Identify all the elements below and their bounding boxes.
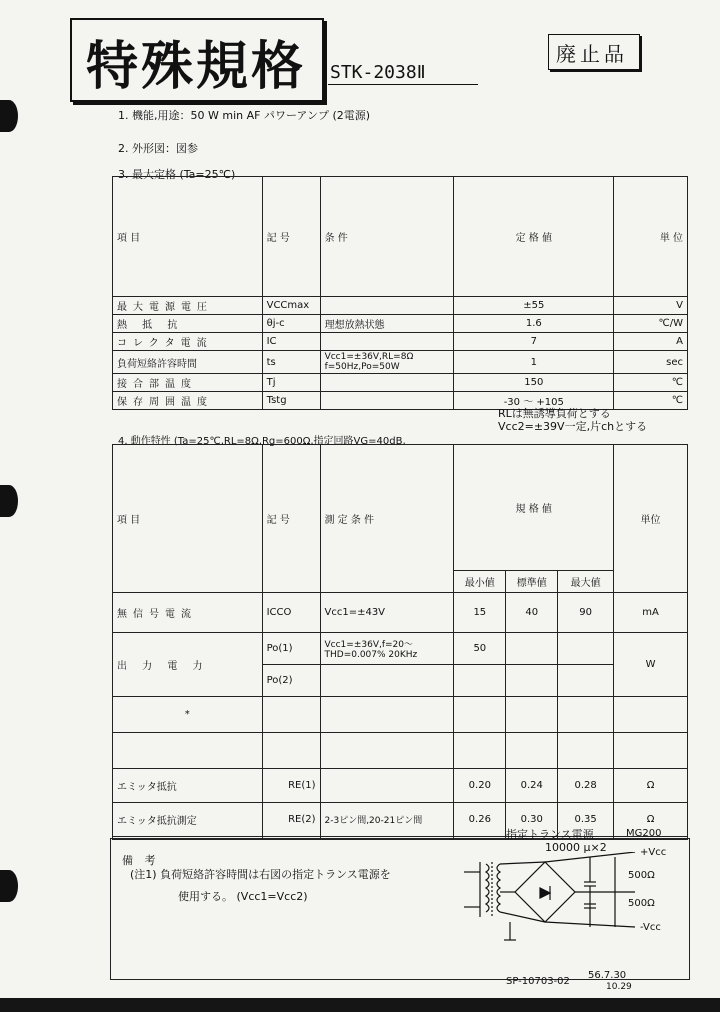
circuit-model: MG200 [626,828,662,839]
header-cell: 単 位 [614,177,688,297]
punch-hole [0,100,18,132]
circuit-plus-vcc: +Vcc [640,847,667,858]
header-cell: 記 号 [262,445,320,593]
header-cell: 定 格 値 [454,177,614,297]
header-cell: 規 格 値 [454,445,614,571]
circuit-r1: 500Ω [628,870,655,881]
table-row: 最大電源電圧 VCCmax ±55 V [113,297,688,315]
footer-doc-number: SP-10703-02 [506,976,570,987]
remarks-title: 備 考 [122,854,160,867]
punch-hole [0,870,18,902]
punch-hole [0,485,18,517]
divider [328,84,478,85]
footer-bar [0,998,720,1012]
max-ratings-table [112,176,688,410]
remarks-note: (注1) 負荷短絡許容時間は右図の指定トランス電源を [130,868,391,881]
part-number: STK-2038Ⅱ [330,62,426,83]
table-row: Po(2) [113,665,688,697]
circuit-r2: 500Ω [628,898,655,909]
table-row [113,733,688,769]
header-cell: 条 件 [320,177,454,297]
header-cell: 項 目 [113,445,263,593]
header-cell: 単位 [614,445,688,593]
circuit-minus-vcc: -Vcc [640,922,661,933]
remarks-note-2: 使用する。 (Vcc1=Vcc2) [178,890,308,903]
asterisk-mark: * [113,697,263,733]
table-row: エミッタ抵抗測定 RE(2) 2-3ピン間,20-21ピン間 0.26 0.30 0.35 Ω [113,803,688,837]
operating-table [112,444,688,840]
table-row: 保存周囲温度 Tstg -30 ～ +105 ℃ [113,392,688,410]
circuit-capacitor: 10000 μ×2 [545,841,607,854]
table-row: コレクタ電流 IC 7 A [113,333,688,351]
table-row: 負荷短絡許容時間 ts Vcc1=±36V,RL=8Ω f=50Hz,Po=50W 1 sec [113,351,688,374]
table-row: 出 力 電 力 Po(1) Vcc1=±36V,f=20～ THD=0.007% 20KHz 50 W [113,633,688,665]
table-header-row [113,177,688,297]
table-row: エミッタ抵抗 RE(1) 0.20 0.24 0.28 Ω [113,769,688,803]
item-outline: 2. 外形図：図参 [118,142,198,155]
header-cell: 測 定 条 件 [320,445,454,593]
table-header-row [113,445,688,571]
table-row: 接合部温度 Tj 150 ℃ [113,374,688,392]
item-operating: 4. 動作特性 (Ta=25℃,RL=8Ω,Rg=600Ω,指定回路VG=40dB, [118,436,406,447]
page-title: 特殊規格 [86,36,307,97]
footer-date: 56.7.30 [588,970,627,981]
table-row: 無信号電流 ICCO Vcc1=±43V 15 40 90 mA [113,593,688,633]
header-cell: 項 目 [113,177,263,297]
table-header-row: 最小値 標準値 最大値 [113,571,688,593]
transformer-circuit-diagram [460,852,640,947]
table-row: 熱 抵 抗 θj-c 理想放熱状態 1.6 ℃/W [113,315,688,333]
item-max-ratings: 3. 最大定格 (Ta=25℃) [118,168,236,181]
note-rl: RLは無誘導負荷とする [498,407,611,420]
discontinued-stamp: 廃止品 [556,42,628,66]
circuit-title: 指定トランス電源 [506,828,594,841]
header-cell: 記 号 [262,177,320,297]
item-function: 1. 機能,用途：50 W min AF パワーアンプ (2電源) [118,109,371,122]
footer-date-revised: 10.29 [606,982,632,992]
note-vcc2: Vcc2=±39V一定,片chとする [498,420,648,433]
table-row [113,697,688,733]
